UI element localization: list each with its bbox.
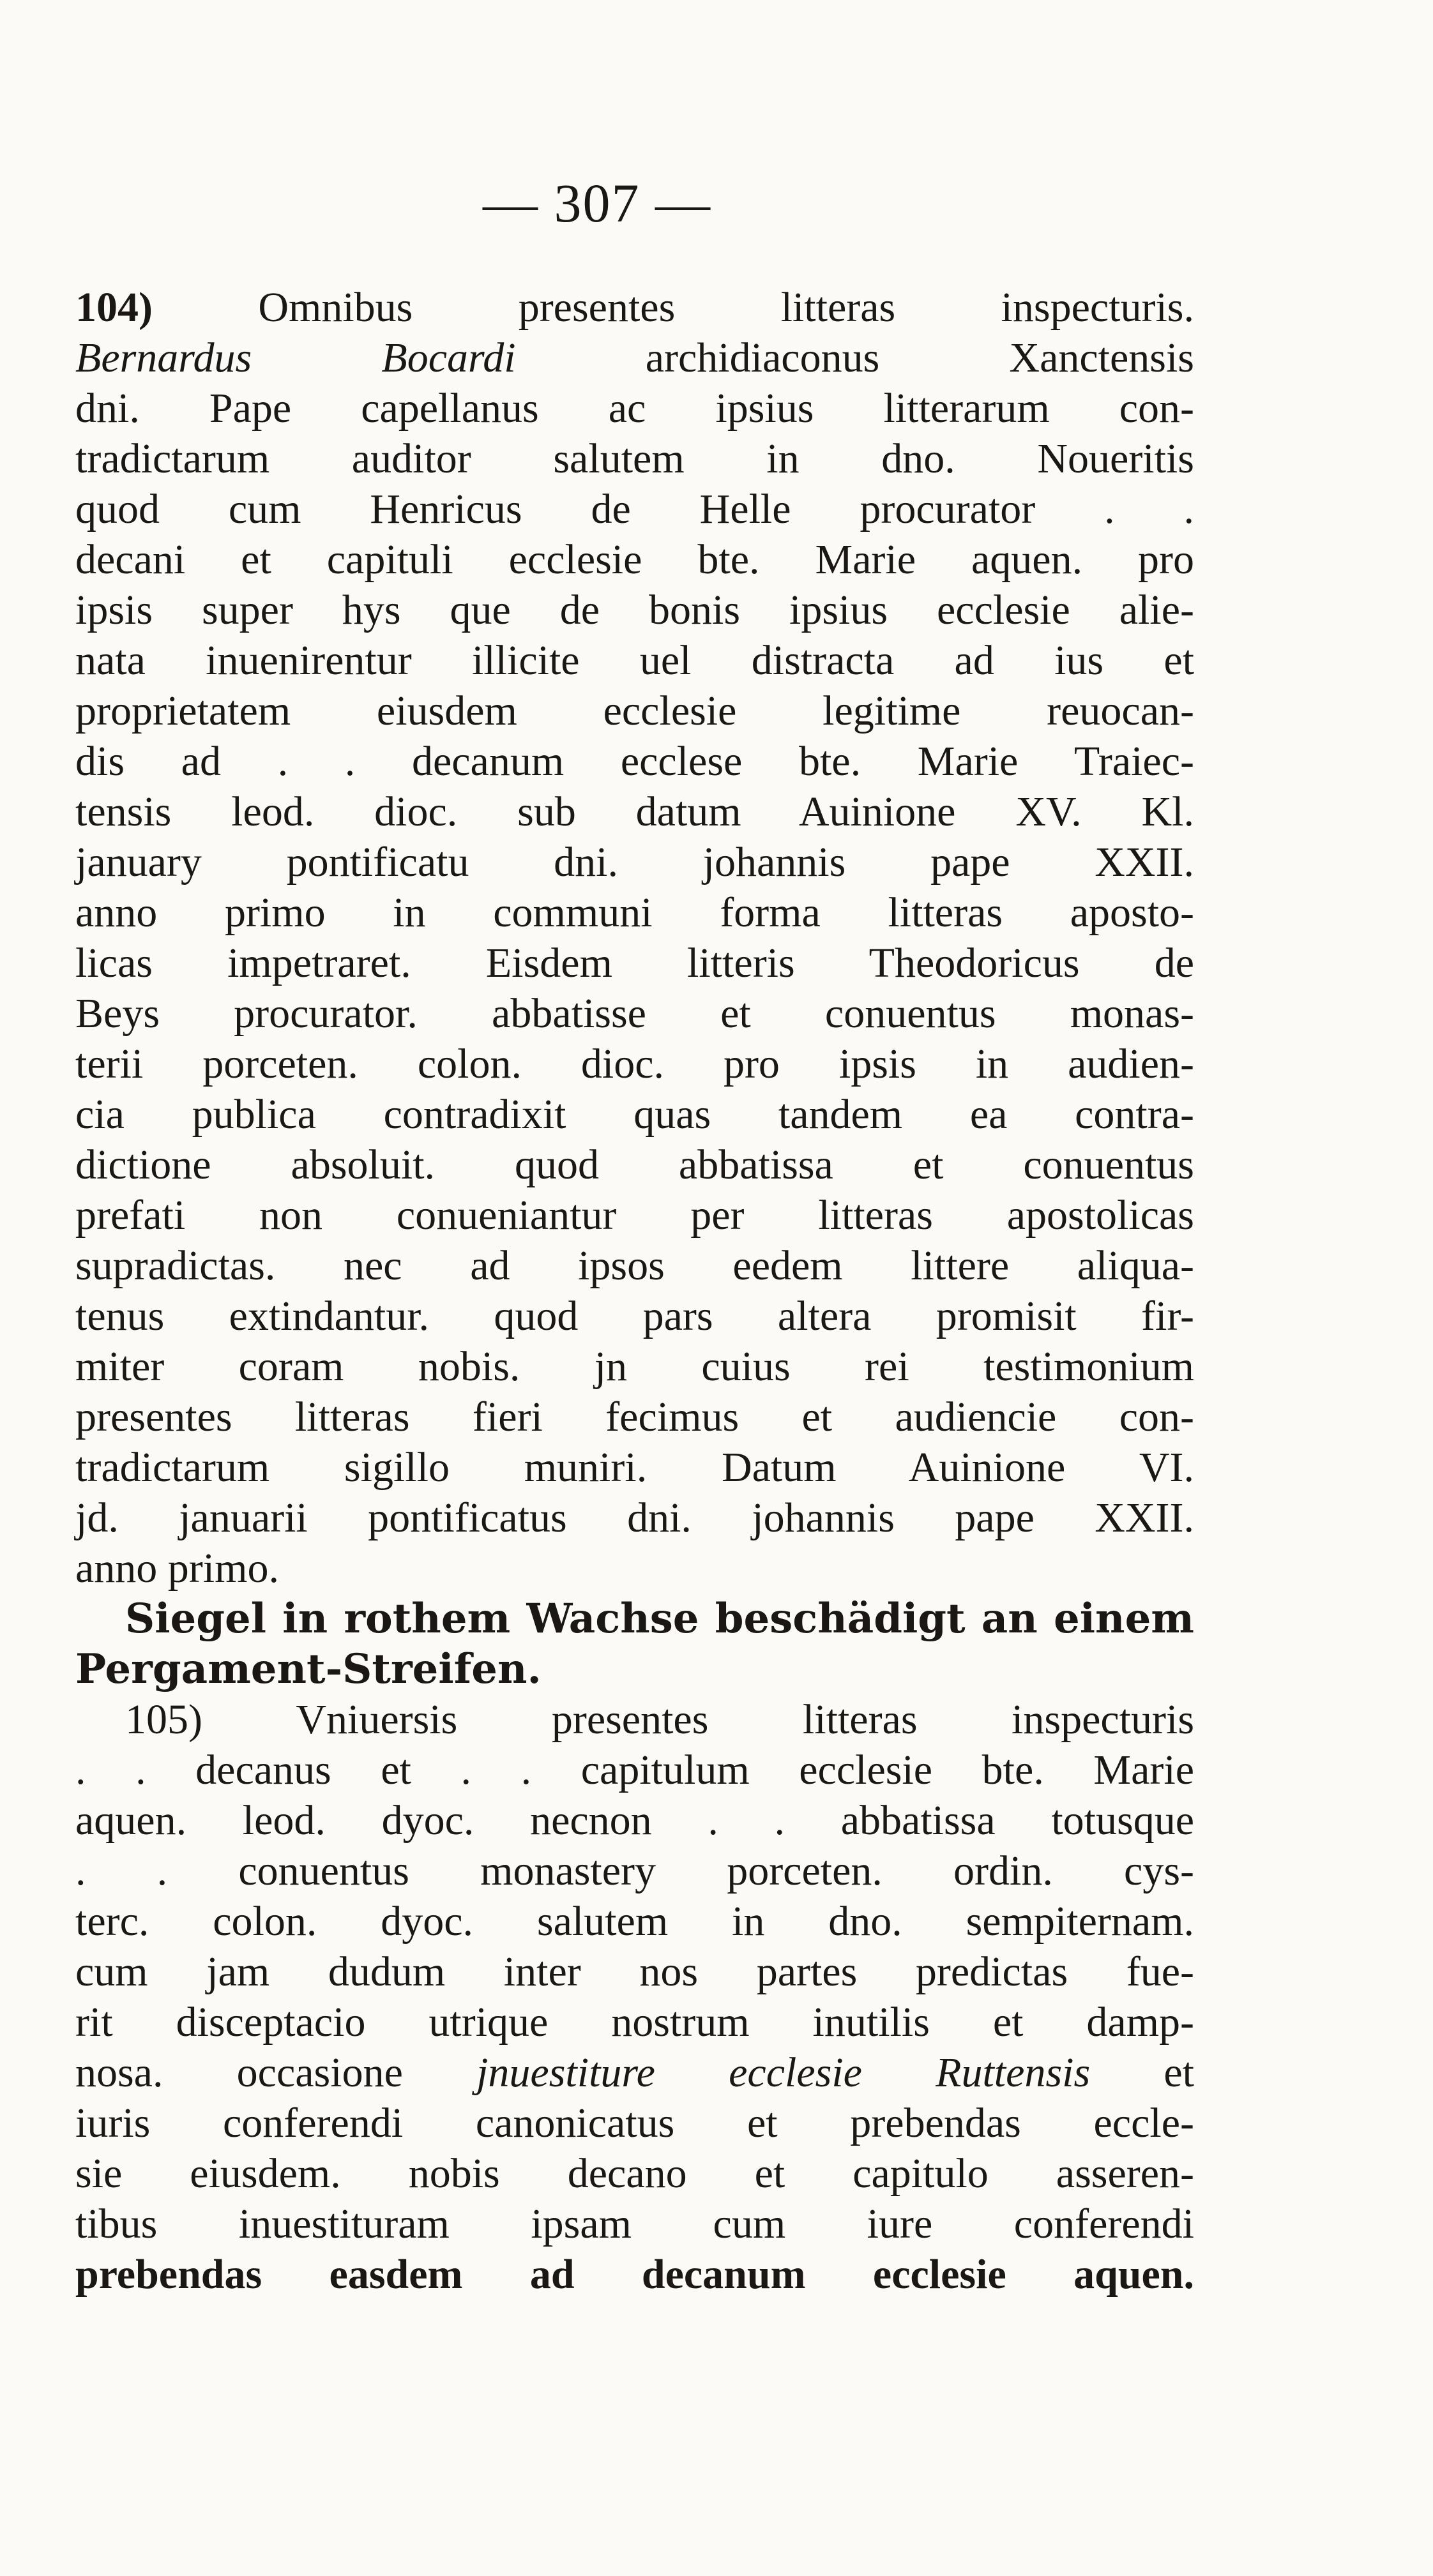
doc-104-line: nata inuenirentur illicite uel distracta ad ius et — [75, 637, 1194, 684]
seal-note-line-1: Siegel in rothem Wachse beschädigt an einem — [125, 1595, 1194, 1643]
doc-104-line: prefati non conueniantur per litteras apostolicas — [75, 1192, 1194, 1239]
doc-104-line: dis ad . . decanum ecclese bte. Marie Traiec- — [75, 738, 1194, 785]
issuer-name: Bernardus Bocardi — [75, 335, 516, 381]
doc-104-line: quod cum Henricus de Helle procurator . . — [75, 486, 1194, 532]
doc-104-line: miter coram nobis. jn cuius rei testimonium — [75, 1343, 1194, 1390]
doc-105-line: sie eiusdem. nobis decano et capitulo asseren- — [75, 2150, 1194, 2197]
doc-104-line: presentes litteras fieri fecimus et audiencie con- — [75, 1394, 1194, 1440]
doc-104-line-last: anno primo. — [75, 1545, 279, 1592]
text-block — [75, 282, 1194, 2300]
doc-104-line: dictione absoluit. quod abbatissa et conuentus — [75, 1141, 1194, 1188]
doc-104-number: 104) — [75, 284, 153, 331]
doc-104-line: tenus extindantur. quod pars altera promisit fir- — [75, 1293, 1194, 1339]
doc-105-line-1: 105) Vniuersis presentes litteras inspecturis — [125, 1696, 1194, 1743]
doc-104-line: supradictas. nec ad ipsos eedem littere aliqua- — [75, 1242, 1194, 1289]
doc-105-line: . . conuentus monastery porceten. ordin. cys- — [75, 1848, 1194, 1894]
doc-105-line: tibus inuestituram ipsam cum iure conferendi — [75, 2201, 1194, 2247]
doc-104-line: cia publica contradixit quas tandem ea contra- — [75, 1091, 1194, 1138]
doc-104-line: licas impetraret. Eisdem litteris Theodoricus de — [75, 940, 1194, 986]
doc-104-line: anno primo in communi forma litteras aposto- — [75, 889, 1194, 936]
doc-104-line: tradictarum sigillo muniri. Datum Auinione VI. — [75, 1444, 1194, 1491]
doc-104-line-1: 104) Omnibus presentes litteras inspecturis. — [75, 284, 1194, 331]
doc-104-line: proprietatem eiusdem ecclesie legitime reuocan- — [75, 688, 1194, 734]
doc-105-line: . . decanus et . . capitulum ecclesie bte. Marie — [75, 1747, 1194, 1793]
doc-104-line: january pontificatu dni. johannis pape XXII. — [75, 839, 1194, 885]
doc-104-line: jd. januarii pontificatus dni. johannis pape XXII. — [75, 1495, 1194, 1541]
doc-105-line: aquen. leod. dyoc. necnon . . abbatissa totusque — [75, 1797, 1194, 1844]
doc-104-line: Beys procurator. abbatisse et conuentus monas- — [75, 990, 1194, 1037]
doc-105-number: 105) — [125, 1696, 202, 1743]
doc-104-line: tensis leod. dioc. sub datum Auinione XV. Kl. — [75, 788, 1194, 835]
church-name: jnuestiture ecclesie Ruttensis — [476, 2049, 1091, 2096]
doc-105-line: terc. colon. dyoc. salutem in dno. sempiternam. — [75, 1898, 1194, 1945]
seal-note-line-2: Pergament-Streifen. — [75, 1645, 542, 1693]
doc-105-line: iuris conferendi canonicatus et prebendas eccle- — [75, 2100, 1194, 2146]
doc-104-line: decani et capituli ecclesie bte. Marie aquen. pro — [75, 536, 1194, 583]
doc-105-line-8: nosa. occasione jnuestiture ecclesie Ruttensis et — [75, 2049, 1194, 2096]
doc-105-line: rit disceptacio utrique nostrum inutilis et damp- — [75, 1999, 1194, 2045]
doc-104-line: terii porceten. colon. dioc. pro ipsis in audien- — [75, 1041, 1194, 1087]
doc-104-line: tradictarum auditor salutem in dno. Noueritis — [75, 435, 1194, 482]
doc-104-line: ipsis super hys que de bonis ipsius ecclesie alie- — [75, 587, 1194, 633]
page-number: — 307 — — [483, 172, 711, 234]
doc-105-line: cum jam dudum inter nos partes predictas fue- — [75, 1948, 1194, 1995]
doc-104-line-2: Bernardus Bocardi archidiaconus Xanctensis — [75, 335, 1194, 381]
doc-105-line: prebendas easdem ad decanum ecclesie aquen. — [75, 2251, 1194, 2298]
doc-104-line: dni. Pape capellanus ac ipsius litterarum con- — [75, 385, 1194, 432]
